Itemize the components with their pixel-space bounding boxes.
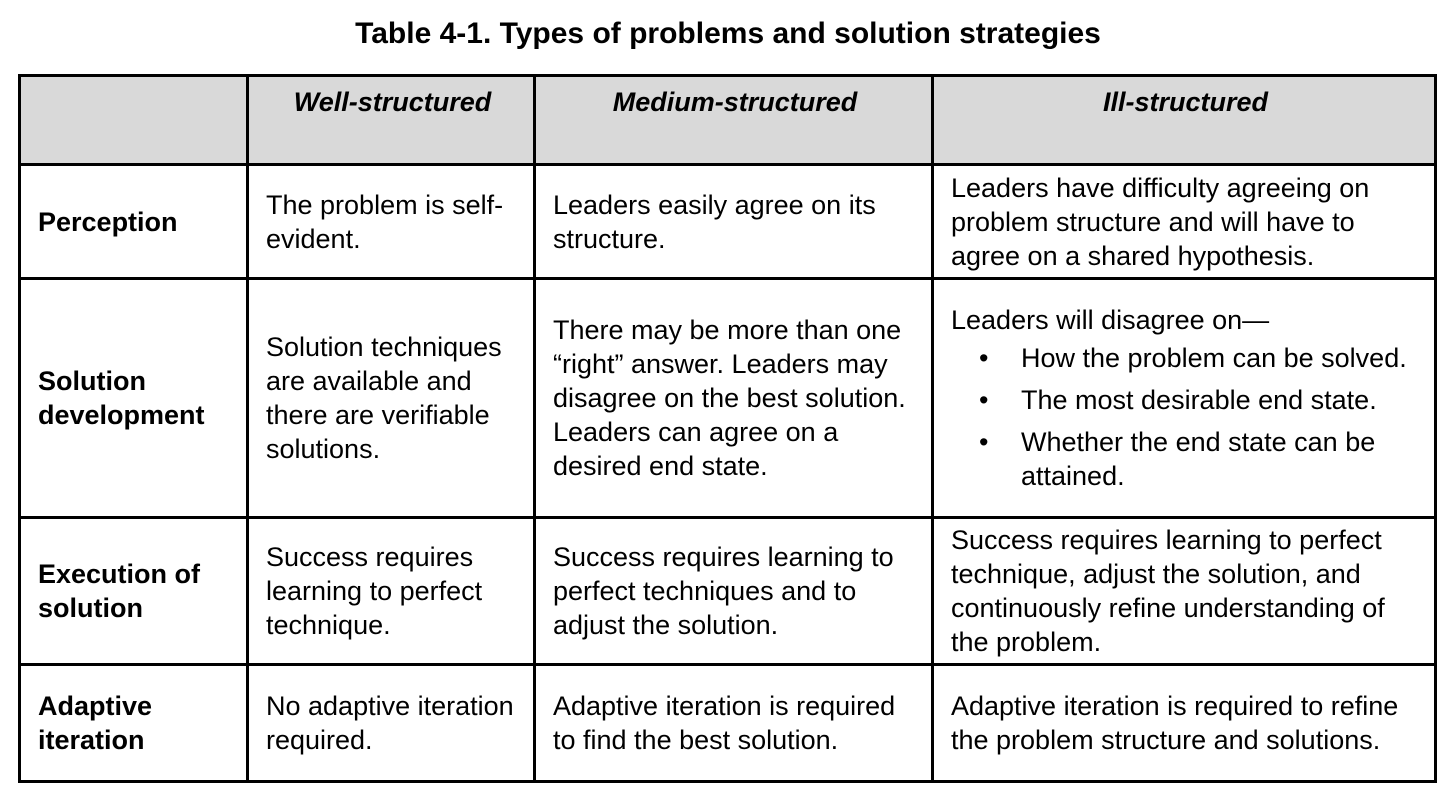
header-corner-cell: [20, 76, 248, 165]
header-ill-structured: Ill-structured: [933, 76, 1436, 165]
table-row: [20, 165, 1436, 279]
header-row: [20, 76, 1436, 165]
solution-ill-bullet-list: [951, 341, 1420, 493]
list-item: [979, 341, 1420, 375]
table-row: [20, 518, 1436, 665]
cell-execution-well: Success requires learning to perfect technique.: [248, 518, 535, 665]
header-medium-structured: Medium-structured: [535, 76, 933, 165]
row-label-solution-development: Solution development: [20, 279, 248, 518]
problem-types-table: [18, 74, 1437, 783]
bullet-icon: •: [979, 427, 989, 457]
cell-solution-medium: There may be more than one “right” answer. Leaders may disagree on the best solution. Leaders can agree on a desired end state.: [535, 279, 933, 518]
list-item: [979, 383, 1420, 417]
row-label-adaptive-iteration: Adaptive iteration: [20, 665, 248, 782]
bullet-text: Whether the end state can be attained.: [1021, 427, 1376, 491]
cell-perception-ill: Leaders have difficulty agreeing on problem structure and will have to agree on a shared hypothesis.: [933, 165, 1436, 279]
bullet-icon: •: [979, 385, 989, 415]
solution-ill-intro: Leaders will disagree on—: [951, 305, 1270, 335]
cell-solution-well: Solution techniques are available and there are verifiable solutions.: [248, 279, 535, 518]
header-well-structured: Well-structured: [248, 76, 535, 165]
table-row: [20, 279, 1436, 518]
row-label-perception: Perception: [20, 165, 248, 279]
cell-perception-well: The problem is self-evident.: [248, 165, 535, 279]
list-item: [979, 425, 1420, 493]
cell-perception-medium: Leaders easily agree on its structure.: [535, 165, 933, 279]
cell-solution-ill: [933, 279, 1436, 518]
table-row: [20, 665, 1436, 782]
cell-adaptive-ill: Adaptive iteration is required to refine the problem structure and solutions.: [933, 665, 1436, 782]
bullet-icon: •: [979, 343, 989, 373]
cell-execution-medium: Success requires learning to perfect techniques and to adjust the solution.: [535, 518, 933, 665]
bullet-text: The most desirable end state.: [1021, 385, 1377, 415]
cell-execution-ill: Success requires learning to perfect technique, adjust the solution, and continuously refine understanding of the problem.: [933, 518, 1436, 665]
bullet-text: How the problem can be solved.: [1021, 343, 1407, 373]
row-label-execution-of-solution: Execution of solution: [20, 518, 248, 665]
cell-adaptive-medium: Adaptive iteration is required to find the best solution.: [535, 665, 933, 782]
table-title: Table 4-1. Types of problems and solution strategies: [355, 17, 1101, 50]
cell-adaptive-well: No adaptive iteration required.: [248, 665, 535, 782]
